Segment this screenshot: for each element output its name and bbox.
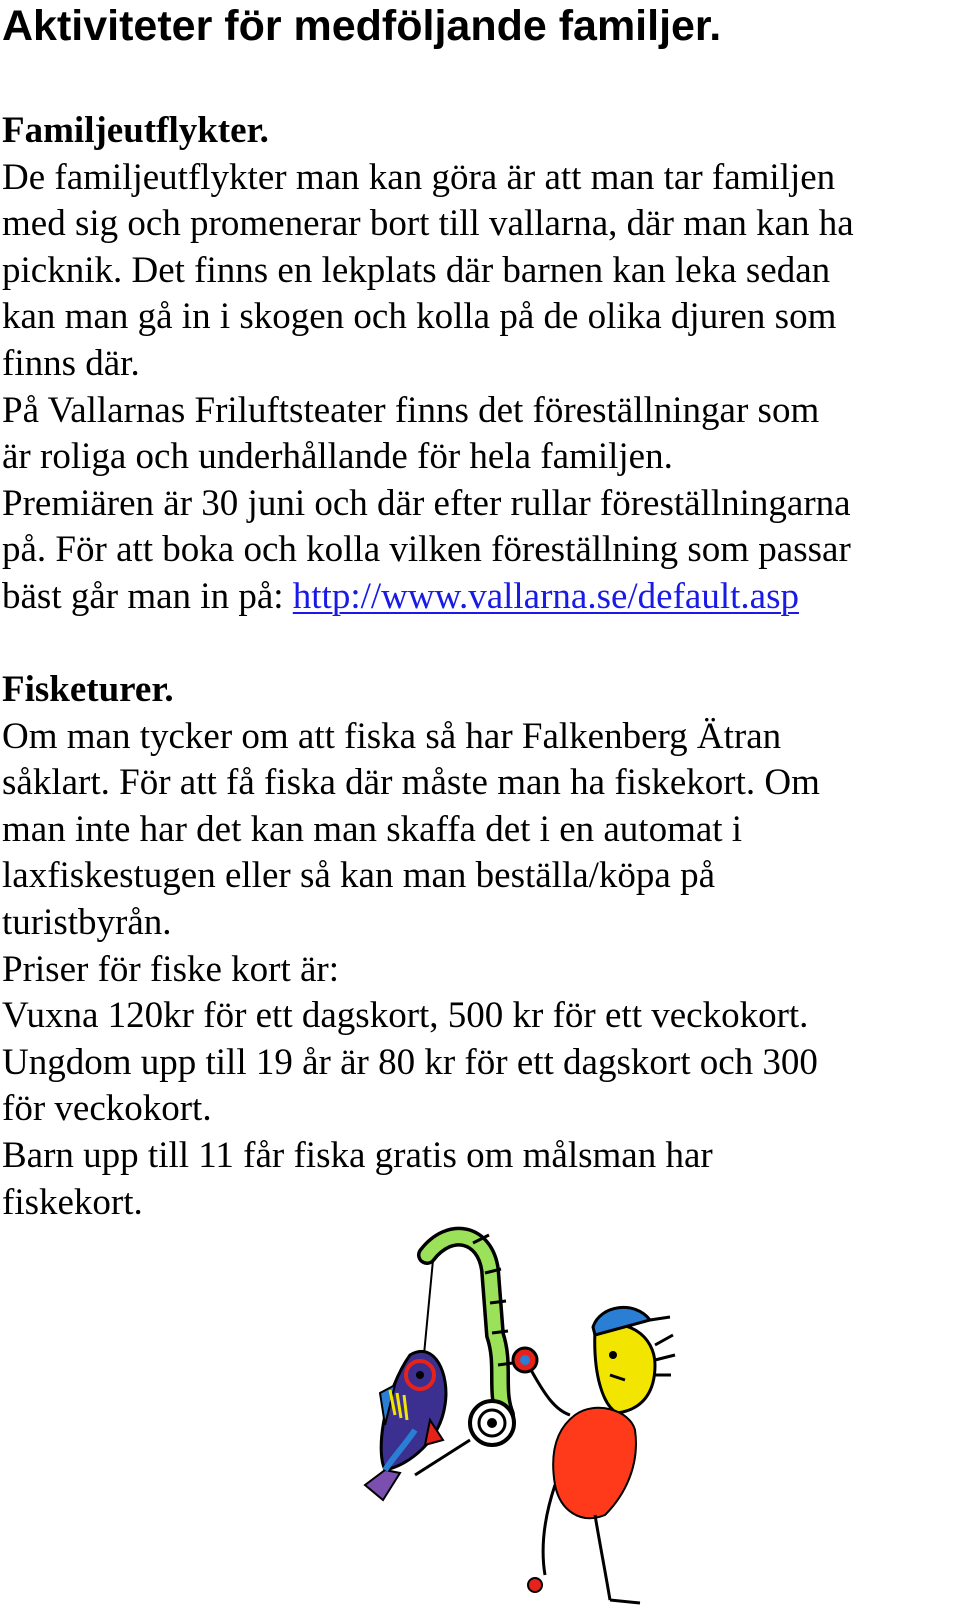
- link-prefix: bäst går man in på:: [2, 575, 293, 617]
- paragraph-line: På Vallarnas Friluftsteater finns det föreställningar som: [2, 389, 820, 431]
- section-heading: Familjeutflykter.: [2, 110, 269, 151]
- paragraph-line: Priser för fiske kort är:: [2, 948, 340, 990]
- section-familjeutflykter: [2, 108, 952, 621]
- paragraph-line: på. För att boka och kolla vilken föreställning som passar: [2, 529, 851, 571]
- fisherman-icon: [528, 1307, 675, 1603]
- paragraph-line: Vuxna 120kr för ett dagskort, 500 kr för ett veckokort.: [2, 995, 809, 1037]
- paragraph-line: såklart. För att få fiska där måste man ha fiskekort. Om: [2, 762, 820, 804]
- paragraph-line: finns där.: [2, 342, 140, 384]
- paragraph-line: Premiären är 30 juni och där efter rullar föreställningarna: [2, 482, 851, 524]
- paragraph-line: för veckokort.: [2, 1088, 212, 1130]
- paragraph-line: De familjeutflykter man kan göra är att man tar familjen: [2, 156, 836, 198]
- paragraph-line: turistbyrån.: [2, 901, 172, 943]
- paragraph-line: med sig och promenerar bort till vallarna, där man kan ha: [2, 203, 854, 245]
- paragraph-line: man inte har det kan man skaffa det i en automat i: [2, 808, 743, 850]
- paragraph-line: är roliga och underhållande för hela familjen.: [2, 436, 673, 478]
- section-heading: Fisketurer.: [2, 669, 174, 710]
- paragraph-line: fiskekort.: [2, 1181, 143, 1223]
- paragraph-line: kan man gå in i skogen och kolla på de olika djuren som: [2, 296, 837, 338]
- fisherman-with-fish-illustration: [355, 1215, 685, 1610]
- paragraph-line: laxfiskestugen eller så kan man beställa/köpa på: [2, 855, 716, 897]
- vallarna-link[interactable]: http://www.vallarna.se/default.asp: [292, 575, 799, 617]
- paragraph-line: Ungdom upp till 19 år är 80 kr för ett dagskort och 300: [2, 1041, 818, 1083]
- page-title: Aktiviteter för medföljande familjer.: [2, 2, 722, 50]
- paragraph-line: Barn upp till 11 får fiska gratis om målsman har: [2, 1134, 713, 1176]
- fish-icon: [365, 1351, 446, 1500]
- paragraph-line: picknik. Det finns en lekplats där barnen kan leka sedan: [2, 249, 831, 291]
- paragraph-line-with-link: [2, 574, 952, 621]
- paragraph-line: Om man tycker om att fiska så har Falkenberg Ätran: [2, 715, 782, 757]
- section-fisketurer: [2, 667, 952, 1226]
